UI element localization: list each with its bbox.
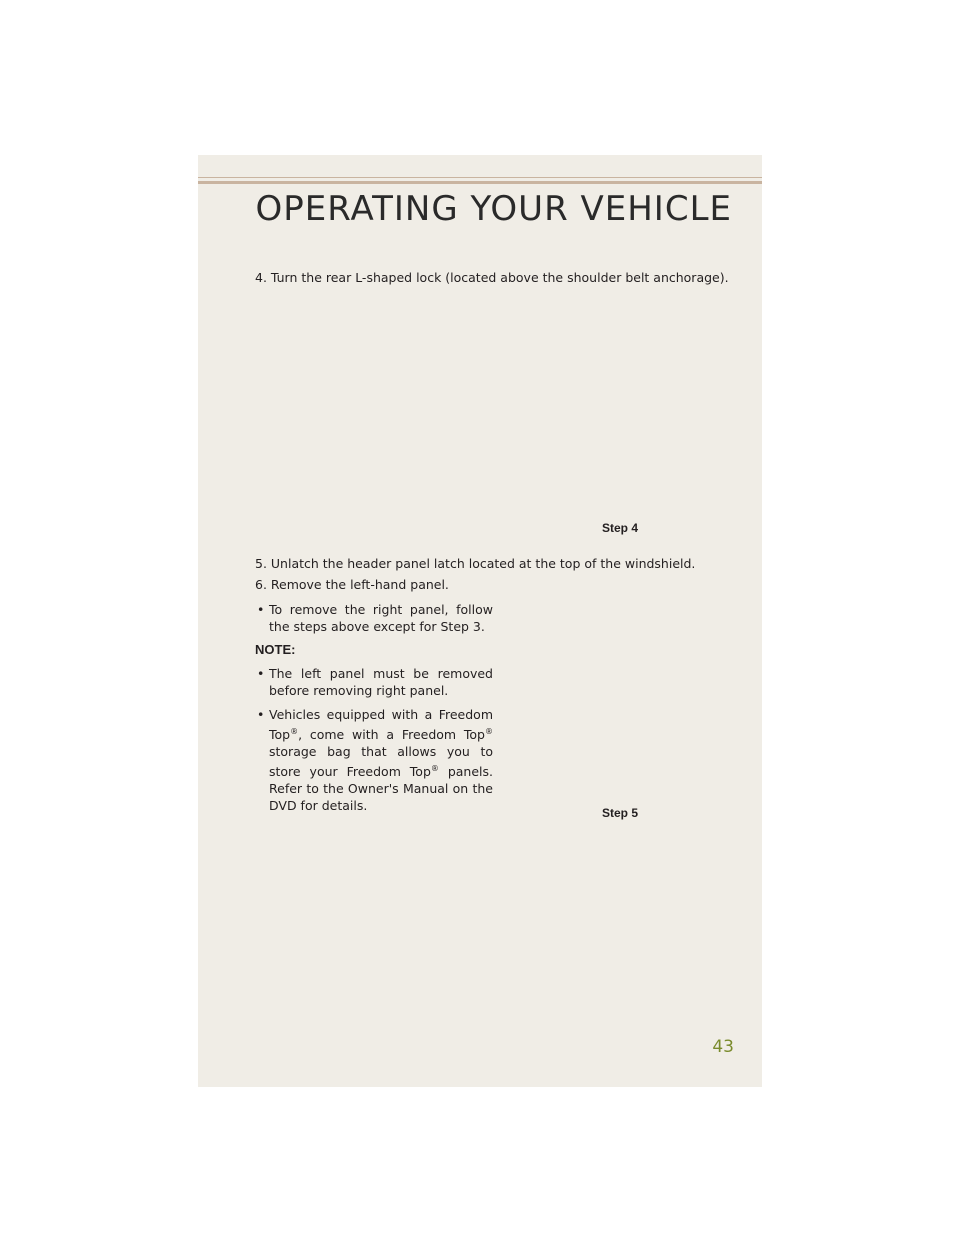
registered-mark: ®: [485, 727, 493, 736]
freedom-text-4: panels. Refer to the Owner's Manual on the DVD for details.: [269, 764, 494, 814]
registered-mark: ®: [290, 727, 299, 736]
step-4-caption: Step 4: [602, 521, 639, 535]
bullet-left-first-text: The left panel must be removed before removing right panel.: [269, 666, 493, 698]
bullet-dot: •: [257, 707, 265, 722]
header-rule-thin: [198, 177, 762, 178]
freedom-text-1: Vehicles equipped with a Freedom Top: [269, 707, 493, 743]
header-rule-thick: [198, 181, 762, 184]
step-6-text: 6. Remove the left-hand panel.: [255, 577, 449, 592]
page-number: 43: [712, 1037, 734, 1057]
note-label: NOTE:: [255, 642, 296, 657]
manual-page: [198, 155, 762, 1087]
registered-mark: ®: [430, 764, 439, 774]
bullet-freedom-top: [257, 706, 493, 814]
step-4-text: 4. Turn the rear L-shaped lock (located above the shoulder belt anchorage).: [255, 270, 729, 285]
bullet-freedom-top-text: [269, 706, 493, 814]
section-title: OPERATING YOUR VEHICLE: [255, 189, 732, 229]
bullet-dot: •: [257, 666, 265, 681]
bullet-left-first: [257, 665, 493, 699]
bullet-right-panel: [257, 601, 493, 635]
bullet-dot: •: [257, 602, 265, 617]
freedom-text-2: , come with a Freedom Top: [298, 727, 485, 743]
step-5-caption: Step 5: [602, 806, 639, 820]
bullet-right-panel-text: To remove the right panel, follow the steps above except for Step 3.: [269, 602, 493, 634]
step-5-text: 5. Unlatch the header panel latch located at the top of the windshield.: [255, 556, 696, 571]
freedom-text-3: storage bag that allows you to store your Freedom Top: [269, 744, 493, 780]
